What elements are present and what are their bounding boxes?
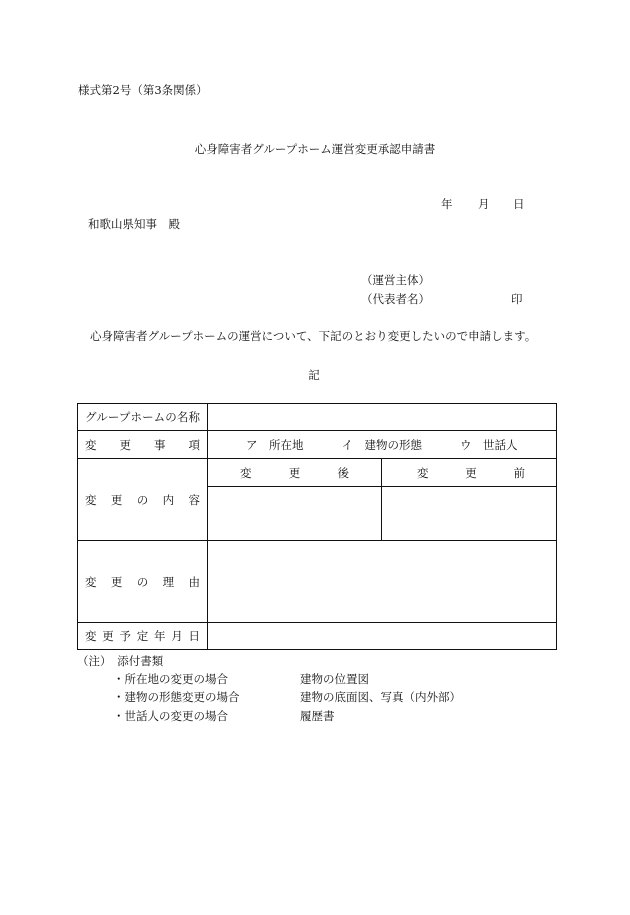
note-case: ・世話人の変更の場合 bbox=[113, 709, 228, 723]
note-case: ・建物の形態変更の場合 bbox=[113, 690, 240, 704]
ki-heading: 記 bbox=[308, 368, 320, 382]
seal-mark: 印 bbox=[511, 292, 523, 306]
reason-label: 変 更 の 理 由 bbox=[78, 541, 208, 623]
planned-date-label: 変 更 予 定 年 月 日 bbox=[78, 623, 208, 650]
name-label: グループホームの名称 bbox=[78, 404, 208, 431]
row-content-header bbox=[78, 459, 557, 487]
row-name bbox=[78, 404, 557, 431]
note-case: ・所在地の変更の場合 bbox=[113, 672, 228, 686]
planned-date-value-cell bbox=[208, 623, 557, 650]
after-header: 変 更 後 bbox=[208, 459, 382, 487]
before-header: 変 更 前 bbox=[382, 459, 557, 487]
reason-value-cell bbox=[208, 541, 557, 623]
name-value-cell bbox=[208, 404, 557, 431]
change-item-option-caretaker: ウ 世話人 bbox=[460, 437, 518, 452]
content-label: 変 更 の 内 容 bbox=[78, 459, 208, 541]
change-item-option-building: イ 建物の形態 bbox=[341, 437, 422, 452]
date-month-label: 月 bbox=[478, 197, 490, 211]
change-item-option-location: ア 所在地 bbox=[246, 437, 304, 452]
representative-label: （代表者名） bbox=[361, 292, 430, 306]
date-day-label: 日 bbox=[513, 197, 525, 211]
notes-heading: （注） 添付書類 bbox=[77, 654, 164, 668]
row-reason bbox=[78, 541, 557, 623]
change-item-label: 変 更 事 項 bbox=[78, 431, 208, 459]
note-document: 建物の位置図 bbox=[300, 672, 369, 686]
form-title: 心身障害者グループホーム運営変更承認申請書 bbox=[194, 142, 436, 156]
change-item-options bbox=[208, 431, 557, 459]
date-year-label: 年 bbox=[441, 197, 453, 211]
form-number: 様式第2号（第3条関係） bbox=[78, 83, 208, 97]
row-change-item bbox=[78, 431, 557, 459]
before-value-cell bbox=[382, 487, 557, 541]
after-value-cell bbox=[208, 487, 382, 541]
row-planned-date bbox=[78, 623, 557, 650]
body-text: 心身障害者グループホームの運営について、下記のとおり変更したいので申請します。 bbox=[90, 329, 537, 343]
change-form-table bbox=[77, 403, 557, 650]
note-document: 履歴書 bbox=[300, 709, 335, 723]
operator-label: （運営主体） bbox=[361, 273, 430, 287]
note-document: 建物の底面図、写真（内外部） bbox=[300, 690, 461, 704]
addressee: 和歌山県知事 殿 bbox=[88, 217, 180, 231]
